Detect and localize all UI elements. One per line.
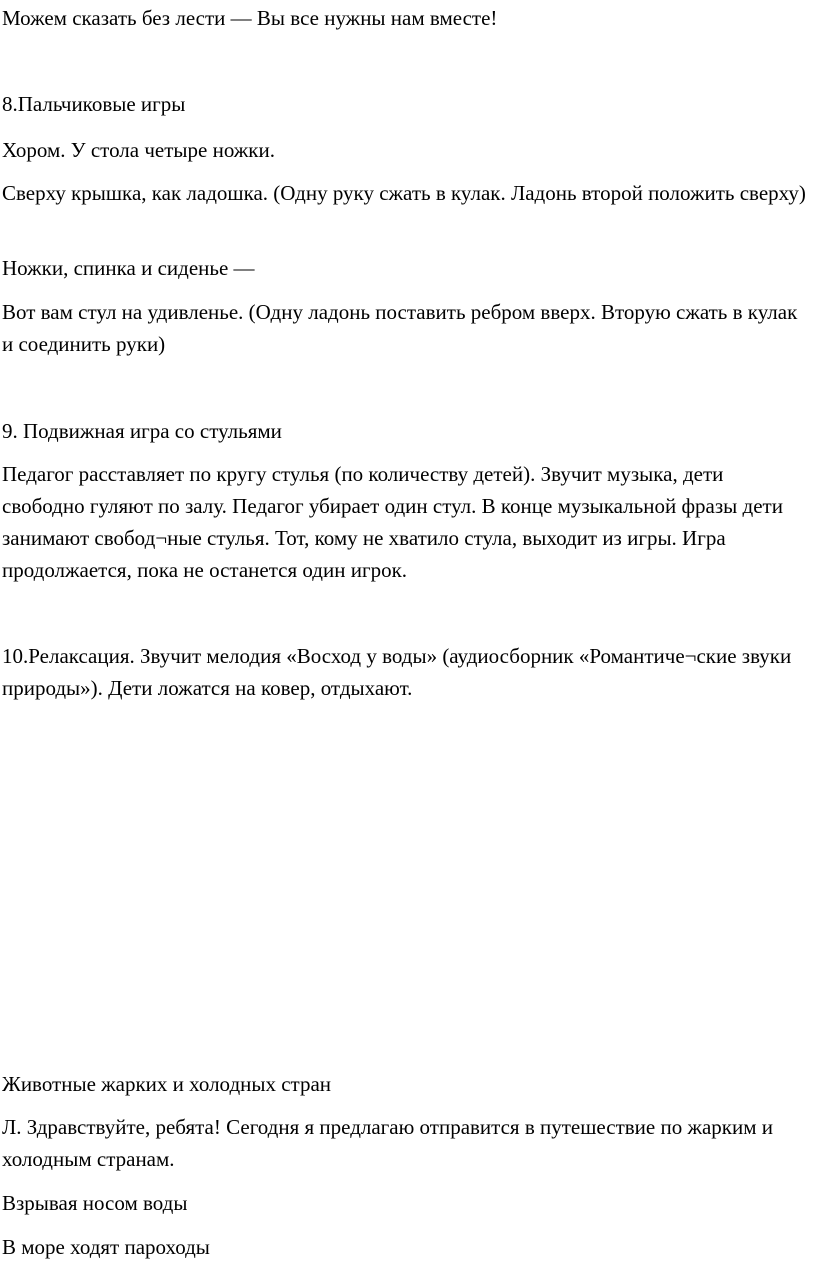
paragraph-poem-line-2: В море ходят пароходы [2,1235,210,1259]
paragraph-table-top: Сверху крышка, как ладошка. (Одну руку сжать в кулак. Ладонь второй положить сверху) [2,181,806,205]
paragraph-poem-line-1: Взрывая носом воды [2,1191,188,1215]
paragraph-relaxation: 10.Релаксация. Звучит мелодия «Восход у воды» (аудиосборник «Романтиче¬ские звуки природы»). Дети ложатся на ковер, отдыхают. [2,644,792,700]
paragraph-chair-game-rules: Педагог расставляет по кругу стулья (по количеству детей). Звучит музыка, дети свободно гуляют по залу. Педагог убирает один стул. В конце музыкальной фразы дети занимают свобод¬ные стулья. Тот, кому не хватило стула, выходит из игры. Игра продолжается, пока не останется один игрок. [2,462,783,582]
paragraph-closing-line: Можем сказать без лести — Вы все нужны нам вместе! [2,6,498,30]
heading-finger-games: 8.Пальчиковые игры [2,92,186,116]
paragraph-chair-instruction: Вот вам стул на удивленье. (Одну ладонь поставить ребром вверх. Вторую сжать в кулак и соединить руки) [2,300,798,356]
paragraph-chair-parts: Ножки, спинка и сиденье — [2,256,255,280]
paragraph-greeting: Л. Здравствуйте, ребята! Сегодня я предлагаю отправится в путешествие по жарким и холодным странам. [2,1115,774,1171]
heading-animals: Животные жарких и холодных стран [2,1072,332,1096]
paragraph-table-legs: Хором. У стола четыре ножки. [2,138,275,162]
heading-chair-game: 9. Подвижная игра со стульями [2,419,282,443]
